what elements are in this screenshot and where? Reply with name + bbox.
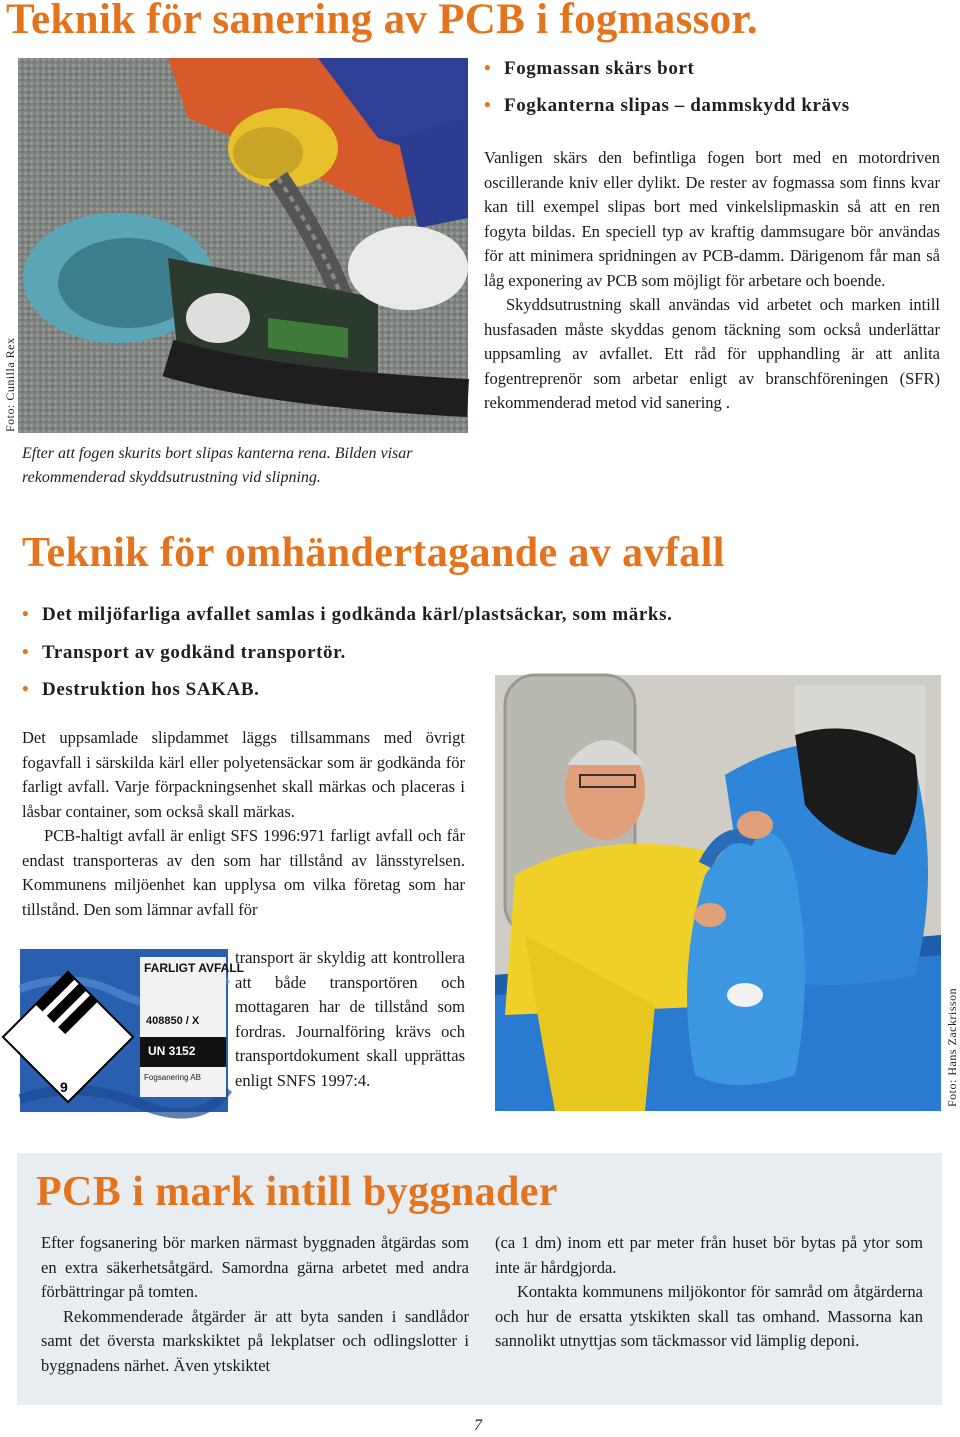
section2-paragraph: Det uppsamlade slipdammet läggs tillsammans med övrigt fogavfall i särskilda kärl eller polyetensäckar som är godkända för farligt avfall. Varje förpackningsenhet skall märkas och placeras i låsbar container, som också skall märkas.: [22, 728, 465, 821]
section3-title: PCB i mark intill byggnader: [36, 1169, 558, 1215]
label-title: FARLIGT AVFALL: [144, 961, 244, 975]
section3-paragraph: (ca 1 dm) inom ett par meter från huset bör bytas på ytor som inte är hårdgjorda.: [495, 1233, 923, 1277]
label-company: Fogsanering AB: [144, 1073, 201, 1082]
section2-title: Teknik för omhändertagande av avfall: [22, 530, 725, 576]
section2-paragraph: PCB-haltigt avfall är enligt SFS 1996:971 farligt avfall och får endast transporteras av den som har tillstånd av länsstyrelsen. Kommunens miljöenhet kan upplysa om vilka företag som har tillstånd. Den som lämnar avfall för: [22, 826, 465, 919]
section2-body: [22, 726, 465, 922]
section1-bullet: • Fogmassan skärs bort: [484, 50, 850, 87]
photo-grinder-worker: [18, 58, 468, 433]
section1-paragraph: Skyddsutrustning skall användas vid arbetet och marken intill husfasaden måste skyddas genom täckning som också underlättar uppsamling av avfallet. Ett råd för upphandling är att anlita fogentreprenör som arbetar enligt av branschföreningen (SFR) rekommenderad metod vid sanering .: [484, 295, 940, 412]
label-id-code: 408850 / X: [146, 1015, 200, 1027]
section3-paragraph: Kontakta kommunens miljökontor för samråd om åtgärderna och hur de ersatta ytskikten skall tas omhand. Massorna kan sannolikt utnyttjas som täckmassor vid lämplig deponi.: [495, 1282, 923, 1350]
section2-bullet: • Destruktion hos SAKAB.: [22, 671, 672, 709]
section3-paragraph: Rekommenderade åtgärder är att byta sanden i sandlådor samt det översta markskiktet på lekplatser och odlingslotter i byggnadens närhet. Även ytskiktet: [41, 1306, 469, 1375]
label-un-code: UN 3152: [148, 1044, 196, 1058]
section2-bullet: • Transport av godkänd transportör.: [22, 634, 672, 672]
section1-paragraph: Vanligen skärs den befintliga fogen bort med en motordriven oscillerande kniv eller dylikt. De rester av fogmassa som finns kvar kan till exempel slipas bort med vinkelslipmaskin så att en ren fogyta bildas. En speciell typ av kraftig dammsugare bör användas för att minimera spridningen av PCB-damm. Därigenom får man så låg exponering av PCB som möjligt för arbetare och boende.: [484, 148, 940, 290]
label-hazard-class: 9: [60, 1079, 68, 1095]
photo-caption-grinder: Efter att fogen skurits bort slipas kanterna rena. Bilden visar rekommenderad skyddsutrustning vid slipning.: [22, 445, 413, 486]
section1-title: Teknik för sanering av PCB i fogmassor.: [6, 0, 758, 43]
section2-paragraph-wrap: transport är skyldig att kontrollera att både transportören och mottagaren har de tillstånd som fordras. Journalföring krävs och transportdokument skall upprättas enligt SNFS 1997:4.: [235, 948, 465, 1090]
photo-credit-waste-sack: Foto: Hans Zackrisson: [945, 987, 959, 1107]
section1-body: [484, 146, 940, 416]
photo-credit-grinder: Foto: Cunilla Rex: [3, 337, 17, 432]
photo-waste-sack: [495, 675, 941, 1111]
section3-col1: [41, 1231, 469, 1378]
section1-bullet-list: [484, 50, 850, 124]
section2-bullet: • Det miljöfarliga avfallet samlas i godkända kärl/plastsäckar, som märks.: [22, 596, 672, 634]
page-number: 7: [474, 1417, 482, 1434]
section3-paragraph: Efter fogsanering bör marken närmast byggnaden åtgärdas som en extra säkerhetsåtgärd. Samordna gärna arbetet med andra förbättringar på tomten.: [41, 1233, 469, 1301]
photo-hazard-label: [20, 949, 244, 1112]
section1-bullet: • Fogkanterna slipas – dammskydd krävs: [484, 87, 850, 124]
section3-col2: [495, 1231, 923, 1354]
section3-box: [17, 1153, 942, 1405]
